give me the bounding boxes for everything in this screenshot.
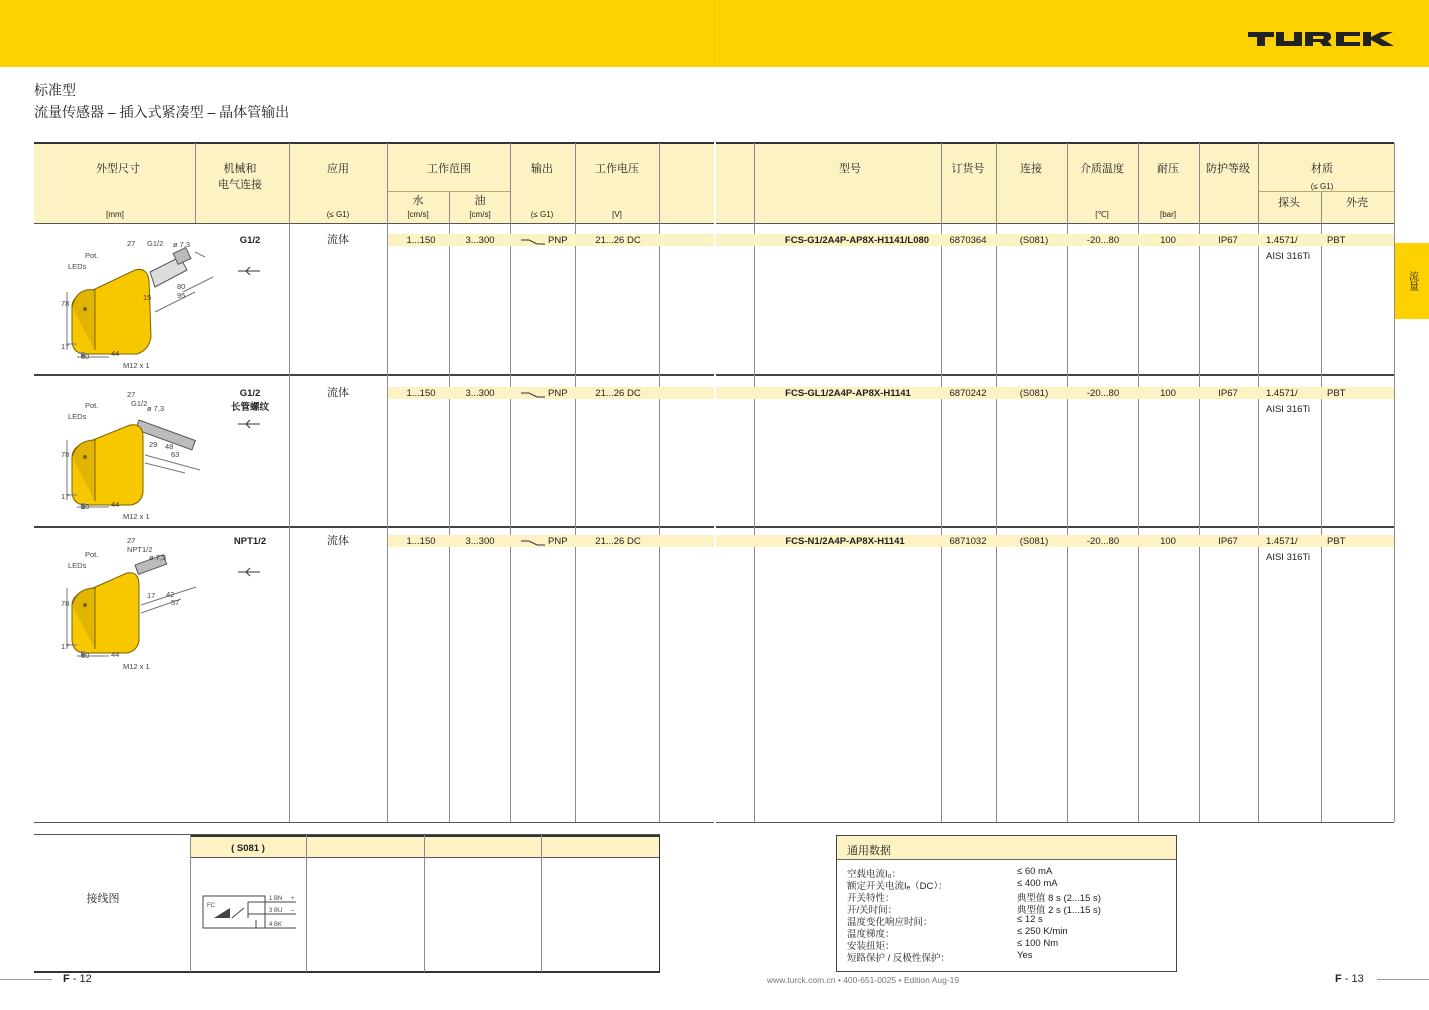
svg-text:27: 27 [127,536,136,545]
probe-material: 1.4571/ [1266,536,1298,547]
flow-symbol-icon [236,418,262,430]
type-code[interactable]: FCS-GL1/2A4P-AP8X-H1141 [785,388,911,399]
col-temp: 介质温度 [1080,163,1124,175]
svg-text:44: 44 [111,650,120,659]
wiring-label: 接线图 [86,893,120,905]
protection: IP67 [1218,388,1238,399]
voltage: 21...26 DC [595,388,641,399]
output-type: PNP [548,388,568,399]
svg-text:48: 48 [165,442,174,451]
connection-code: (S081) [1019,388,1049,399]
col-type: 型号 [839,163,861,175]
svg-text:LEDs: LEDs [68,561,87,570]
col-oil-unit: [cm/s] [469,210,491,219]
col-housing: 外壳 [1346,197,1368,209]
medium-temp: -20...80 [1086,235,1120,246]
switch-nc-icon [520,389,546,399]
page-title: 流量传感器 – 插入式紧凑型 – 晶体管输出 [34,104,290,120]
order-number: 6870364 [949,235,987,246]
spec-value: ≤ 12 s [1017,914,1043,925]
side-tab[interactable]: 流量 [1395,243,1429,319]
svg-text:ø 7,3: ø 7,3 [149,553,167,562]
spec-label: 短路保护 / 反极性保护： [847,953,950,964]
protection: IP67 [1218,536,1238,547]
spec-label: 温度梯度： [847,929,895,940]
range-oil: 3...300 [465,536,495,547]
sensor-drawing-3 [55,533,225,673]
svg-text:LEDs: LEDs [68,412,87,421]
spec-value: ≤ 400 mA [1017,878,1058,889]
svg-text:NPT1/2: NPT1/2 [127,545,153,554]
housing-material: PBT [1327,388,1346,399]
svg-text:17: 17 [147,591,156,600]
connection-code: (S081) [1019,536,1049,547]
connection-code: (S081) [1019,235,1049,246]
footer-contact: www.turck.com.cn • 400-651-0025 • Edition Aug-19 [767,975,960,985]
col-dims-unit: [mm] [106,210,124,219]
spec-label: 额定开关电流Iₑ（DC）： [847,881,948,892]
flow-symbol-icon [236,265,262,277]
col-probe: 探头 [1278,197,1300,209]
range-water: 1...150 [406,536,436,547]
general-data-box [836,835,1177,972]
svg-text:17: 17 [61,492,70,501]
svg-text:78: 78 [61,299,70,308]
pressure: 100 [1160,536,1176,547]
general-data-title: 通用数据 [837,836,1176,860]
col-output: 输出 [531,163,553,175]
mech-connection-note: 长管螺纹 [230,402,270,413]
svg-text:44: 44 [111,500,120,509]
spec-value: ≤ 100 Nm [1017,938,1059,949]
application: 流体 [327,535,349,547]
mech-connection: NPT1/2 [233,536,267,547]
range-oil: 3...300 [465,235,495,246]
wiring-diagram [200,890,300,938]
svg-text:FC: FC [207,903,215,909]
col-app: 应用 [327,163,349,175]
col-dims: 外型尺寸 [96,163,140,175]
voltage: 21...26 DC [595,536,641,547]
top-band [0,0,1429,67]
range-water: 1...150 [406,235,436,246]
svg-text:+: + [291,896,295,902]
svg-text:Pot.: Pot. [85,550,99,559]
svg-text:63: 63 [171,450,180,459]
turck-logo [1248,30,1400,48]
col-temp-unit: [℃] [1095,210,1109,219]
svg-text:ø 7,3: ø 7,3 [147,404,165,413]
voltage: 21...26 DC [595,235,641,246]
range-oil: 3...300 [465,388,495,399]
page-number-right: F - 13 [1335,973,1364,985]
mech-connection: G1/2 [239,235,261,246]
svg-text:42: 42 [166,590,175,599]
svg-text:27: 27 [127,390,136,399]
col-material-sub: (≤ G1) [1310,182,1334,191]
housing-material: PBT [1327,235,1346,246]
svg-text:17: 17 [61,642,70,651]
spec-label: 开/关时间： [847,905,898,916]
type-code[interactable]: FCS-N1/2A4P-AP8X-H1141 [785,536,905,547]
protection: IP67 [1218,235,1238,246]
medium-temp: -20...80 [1086,536,1120,547]
wiring-code: ( S081 ) [231,843,265,854]
application: 流体 [327,387,349,399]
col-order: 订货号 [951,163,985,175]
application: 流体 [327,234,349,246]
svg-text:M12 x 1: M12 x 1 [123,361,150,370]
svg-text:44: 44 [111,349,120,358]
svg-text:15: 15 [143,293,152,302]
svg-text:27: 27 [127,239,136,248]
housing-material: PBT [1327,536,1346,547]
range-water: 1...150 [406,388,436,399]
col-pressure: 耐压 [1157,163,1179,175]
col-material: 材质 [1311,163,1333,175]
output-type: PNP [548,536,568,547]
svg-text:M12 x 1: M12 x 1 [123,512,150,521]
spec-value: 典型值 8 s (2...15 s) [1017,893,1101,904]
medium-temp: -20...80 [1086,388,1120,399]
order-number: 6871032 [949,536,987,547]
svg-text:G1/2: G1/2 [147,239,164,248]
spec-label: 开关特性： [847,893,895,904]
svg-text:1 BN: 1 BN [269,896,283,902]
output-type: PNP [548,235,568,246]
col-oil: 油 [474,195,486,207]
col-ip: 防护等级 [1206,163,1250,175]
switch-nc-icon [520,236,546,246]
type-code[interactable]: FCS-G1/2A4P-AP8X-H1141/L080 [784,235,930,246]
svg-text:95: 95 [177,291,186,300]
svg-text:57: 57 [171,598,180,607]
svg-text:Pot.: Pot. [85,401,99,410]
spec-value: ≤ 250 K/min [1017,926,1068,937]
svg-text:LEDs: LEDs [68,262,87,271]
page-subtitle: 标准型 [34,82,76,98]
svg-text:50: 50 [81,502,90,511]
flow-symbol-icon [236,566,262,578]
svg-text:50: 50 [81,352,90,361]
spec-label: 温度变化响应时间： [847,917,933,928]
svg-text:ø 7,3: ø 7,3 [173,240,191,249]
probe-material: 1.4571/ [1266,388,1298,399]
svg-text:3 BU: 3 BU [269,908,283,914]
spec-value: ≤ 60 mA [1017,866,1053,877]
col-voltage: 工作电压 [595,163,639,175]
col-conn: 连接 [1020,163,1042,175]
pressure: 100 [1160,235,1176,246]
spec-label: 安装扭矩： [847,941,895,952]
switch-nc-icon [520,537,546,547]
probe-material-2: AISI 316Ti [1266,251,1311,262]
col-water: 水 [412,195,424,207]
probe-material: 1.4571/ [1266,235,1298,246]
mech-connection: G1/2 [239,388,261,399]
probe-material-2: AISI 316Ti [1266,404,1311,415]
svg-text:Pot.: Pot. [85,251,99,260]
col-output-unit: (≤ G1) [530,210,554,219]
svg-text:–: – [291,908,295,914]
svg-text:29: 29 [149,440,158,449]
col-range: 工作范围 [427,163,471,175]
sensor-drawing-2 [55,385,225,525]
page-number-left: F - 12 [63,973,92,985]
svg-text:17: 17 [61,342,70,351]
col-voltage-unit: [V] [612,210,622,219]
svg-text:50: 50 [81,651,90,660]
svg-text:G1/2: G1/2 [131,399,148,408]
col-mech: 机械和 电气连接 [218,163,262,191]
order-number: 6870242 [949,388,987,399]
col-app-unit: (≤ G1) [326,210,350,219]
svg-text:80: 80 [177,282,186,291]
header-bg-right [716,143,1394,223]
sensor-drawing-1 [55,232,225,374]
svg-text:78: 78 [61,599,70,608]
svg-text:M12 x 1: M12 x 1 [123,662,150,671]
svg-text:4 BK: 4 BK [269,922,283,928]
spec-value: 典型值 2 s (1...15 s) [1017,905,1101,916]
pressure: 100 [1160,388,1176,399]
svg-text:78: 78 [61,450,70,459]
col-water-unit: [cm/s] [407,210,429,219]
col-pressure-unit: [bar] [1159,210,1177,219]
spec-label: 空载电流I₀： [847,869,902,880]
spec-value: Yes [1017,950,1033,961]
probe-material-2: AISI 316Ti [1266,552,1311,563]
